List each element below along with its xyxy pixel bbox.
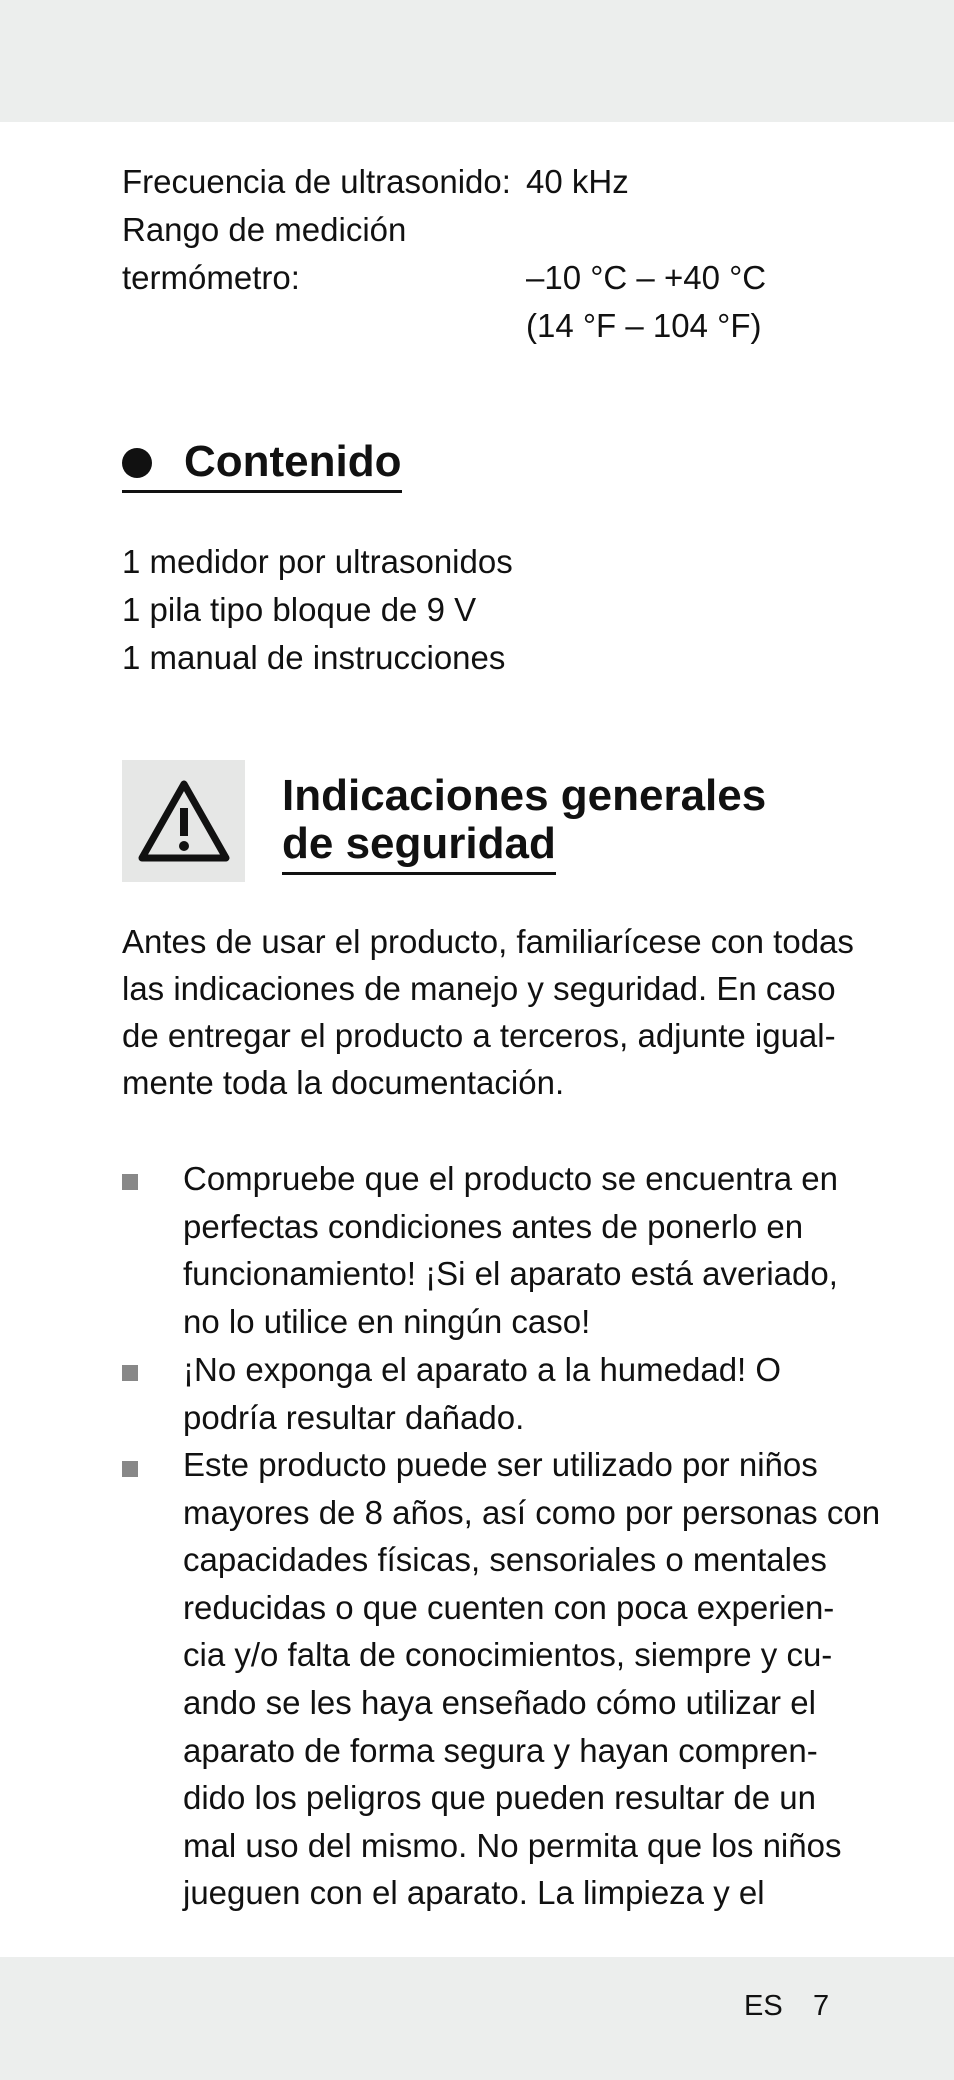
safety-heading-line2: de seguridad <box>282 818 556 875</box>
intro-line: mente toda la documentación. <box>122 1064 565 1101</box>
safety-bullet-item <box>183 1346 781 1441</box>
page-footer-band <box>0 1957 954 2080</box>
bullet-line: Compruebe que el producto se encuentra en <box>183 1160 838 1197</box>
bullet-line: capacidades físicas, sensoriales o mentales <box>183 1541 827 1579</box>
intro-line: de entregar el producto a terceros, adjunte igual- <box>122 1017 836 1054</box>
frequency-value: 40 kHz <box>526 163 629 200</box>
warning-triangle-icon <box>138 778 230 864</box>
contents-heading <box>122 436 402 493</box>
bullet-line: mal uso del mismo. No permita que los niños <box>183 1826 842 1864</box>
safety-intro-paragraph <box>122 918 852 1106</box>
bullet-line: mayores de 8 años, así como por personas con <box>183 1493 881 1531</box>
contents-item: 1 manual de instrucciones <box>122 639 506 676</box>
contents-item: 1 medidor por ultrasonidos <box>122 543 513 580</box>
frequency-label: Frecuencia de ultrasonido: <box>122 163 511 200</box>
bullet-line: cia y/o falta de conocimientos, siempre y cu- <box>183 1636 833 1674</box>
bullet-line: aparato de forma segura y hayan compren- <box>183 1731 818 1769</box>
bullet-line: jueguen con el aparato. La limpieza y el <box>183 1874 765 1912</box>
safety-bullet-item <box>183 1441 880 1917</box>
page-number: 7 <box>813 1990 830 2022</box>
bullet-line: reducidas o que cuenten con poca experien- <box>183 1588 835 1626</box>
square-bullet-icon <box>122 1461 138 1477</box>
square-bullet-icon <box>122 1365 138 1381</box>
intro-line: Antes de usar el producto, familiarícese con todas <box>122 923 854 960</box>
range-value-celsius: –10 °C – +40 °C <box>526 259 767 296</box>
contents-heading-text: Contenido <box>184 437 402 486</box>
bullet-line: ando se les haya enseñado cómo utilizar el <box>183 1683 816 1721</box>
safety-bullet-item <box>183 1155 838 1345</box>
range-label-line2: termómetro: <box>122 259 300 296</box>
bullet-line: Este producto puede ser utilizado por niños <box>183 1446 818 1483</box>
page-header-band <box>0 0 954 122</box>
warning-box <box>122 760 245 882</box>
bullet-line: podría resultar dañado. <box>183 1398 525 1436</box>
footer-language: ES <box>744 1990 783 2022</box>
bullet-line: ¡No exponga el aparato a la humedad! O <box>183 1351 782 1388</box>
square-bullet-icon <box>122 1174 138 1190</box>
bullet-line: funcionamiento! ¡Si el aparato está averiado, <box>183 1255 838 1293</box>
contents-item: 1 pila tipo bloque de 9 V <box>122 591 477 628</box>
intro-line: las indicaciones de manejo y seguridad. En caso <box>122 970 836 1007</box>
range-label-line1: Rango de medición <box>122 211 407 248</box>
bullet-line: dido los peligros que pueden resultar de un <box>183 1779 816 1817</box>
bullet-line: no lo utilice en ningún caso! <box>183 1302 591 1340</box>
range-value-fahrenheit: (14 °F – 104 °F) <box>526 307 762 344</box>
bullet-line: perfectas condiciones antes de ponerlo en <box>183 1207 804 1245</box>
safety-heading-line1: Indicaciones generales <box>282 771 767 820</box>
